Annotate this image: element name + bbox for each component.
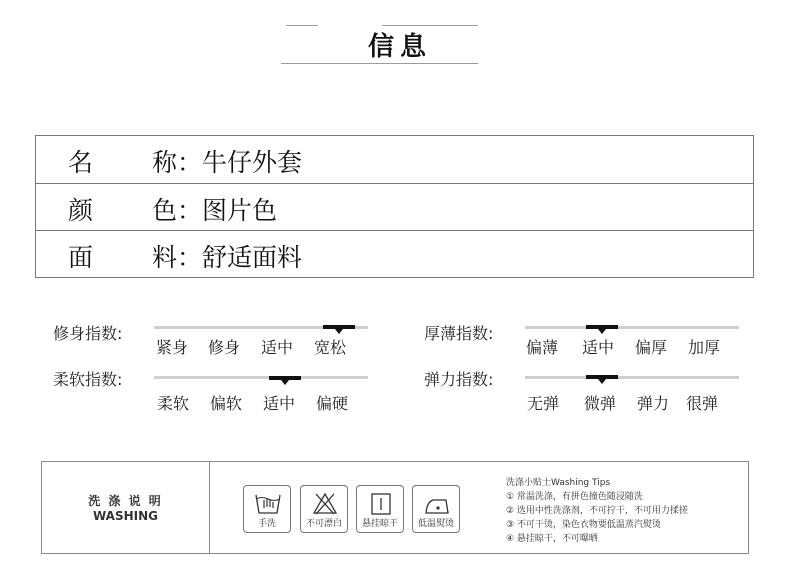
- fit-option: 修身: [208, 338, 241, 357]
- washing-panel: [41, 461, 749, 554]
- thickness-option: 偏厚: [635, 338, 668, 357]
- hand-wash-icon: [243, 485, 291, 533]
- softness-option: 偏软: [210, 394, 243, 413]
- fit-option: 紧身: [156, 338, 189, 357]
- hang-dry-label: 悬挂晾干: [361, 519, 398, 529]
- thickness-index-label: 厚薄指数:: [424, 324, 494, 343]
- info-key-char: 面: [68, 243, 94, 272]
- product-info-table: [35, 135, 754, 278]
- softness-marker: [269, 376, 301, 380]
- washing-tips-title: 洗涤小贴士Washing Tips: [506, 478, 611, 488]
- thickness-option-selected: 适中: [582, 338, 615, 357]
- washing-tip: ③ 不可干烫，染色衣物要低温蒸汽熨烫: [506, 520, 661, 530]
- hand-wash-label: 手洗: [257, 519, 276, 529]
- thickness-marker: [586, 325, 618, 329]
- softness-option: 偏硬: [316, 394, 349, 413]
- fit-option: 适中: [261, 338, 294, 357]
- page-title: 信息: [367, 32, 432, 62]
- info-key-tail: [152, 143, 302, 179]
- washing-title-en: WASHING: [92, 509, 159, 523]
- softness-scale-line: [154, 376, 368, 379]
- low-temp-iron-label: 低温熨烫: [417, 519, 454, 529]
- softness-option-selected: 适中: [263, 394, 296, 413]
- info-key-tail-text: 料：: [152, 243, 203, 272]
- header-line-bottom: [281, 63, 478, 64]
- washing-title-cn: 洗 涤 说 明: [88, 494, 163, 508]
- thickness-option: 加厚: [688, 338, 721, 357]
- thickness-option: 偏薄: [526, 338, 559, 357]
- info-key-tail-text: 称：: [152, 148, 203, 177]
- low-temp-iron-icon: [412, 485, 460, 533]
- info-key-tail-text: 色：: [152, 196, 203, 225]
- info-value: 图片色: [202, 196, 278, 225]
- no-bleach-label: 不可漂白: [305, 519, 342, 529]
- elasticity-scale-line: [525, 376, 739, 379]
- elasticity-marker: [586, 375, 618, 379]
- thickness-scale-line: [525, 326, 739, 329]
- hang-dry-icon: [356, 485, 404, 533]
- info-value: 舒适面料: [202, 243, 303, 272]
- info-row-fabric: [36, 230, 753, 277]
- info-value: 牛仔外套: [202, 148, 303, 177]
- washing-tip: ② 选用中性洗涤剂，不可拧干，不可用力揉搓: [506, 506, 688, 516]
- no-bleach-icon: [300, 485, 348, 533]
- info-key-tail: [152, 191, 277, 227]
- fit-option-selected: 宽松: [314, 338, 347, 357]
- info-key-char: 名: [68, 148, 94, 177]
- info-key-tail: [152, 238, 302, 274]
- fit-index-label: 修身指数:: [53, 324, 123, 343]
- info-row-name: [36, 136, 753, 183]
- fit-marker: [323, 325, 355, 329]
- elasticity-index-label: 弹力指数:: [424, 370, 494, 389]
- washing-divider: [209, 462, 210, 553]
- elasticity-option-selected: 微弹: [584, 394, 617, 413]
- elasticity-option: 很弹: [686, 394, 719, 413]
- elasticity-option: 无弹: [527, 394, 560, 413]
- softness-option: 柔软: [157, 394, 190, 413]
- elasticity-option: 弹力: [637, 394, 670, 413]
- info-key-char: 颜: [68, 196, 94, 225]
- washing-tip: ① 常温洗涤，有拼色撞色随浸随洗: [506, 492, 643, 502]
- info-row-color: [36, 183, 753, 230]
- washing-tip: ④ 悬挂晾干，不可曝晒: [506, 534, 598, 544]
- softness-index-label: 柔软指数:: [53, 370, 123, 389]
